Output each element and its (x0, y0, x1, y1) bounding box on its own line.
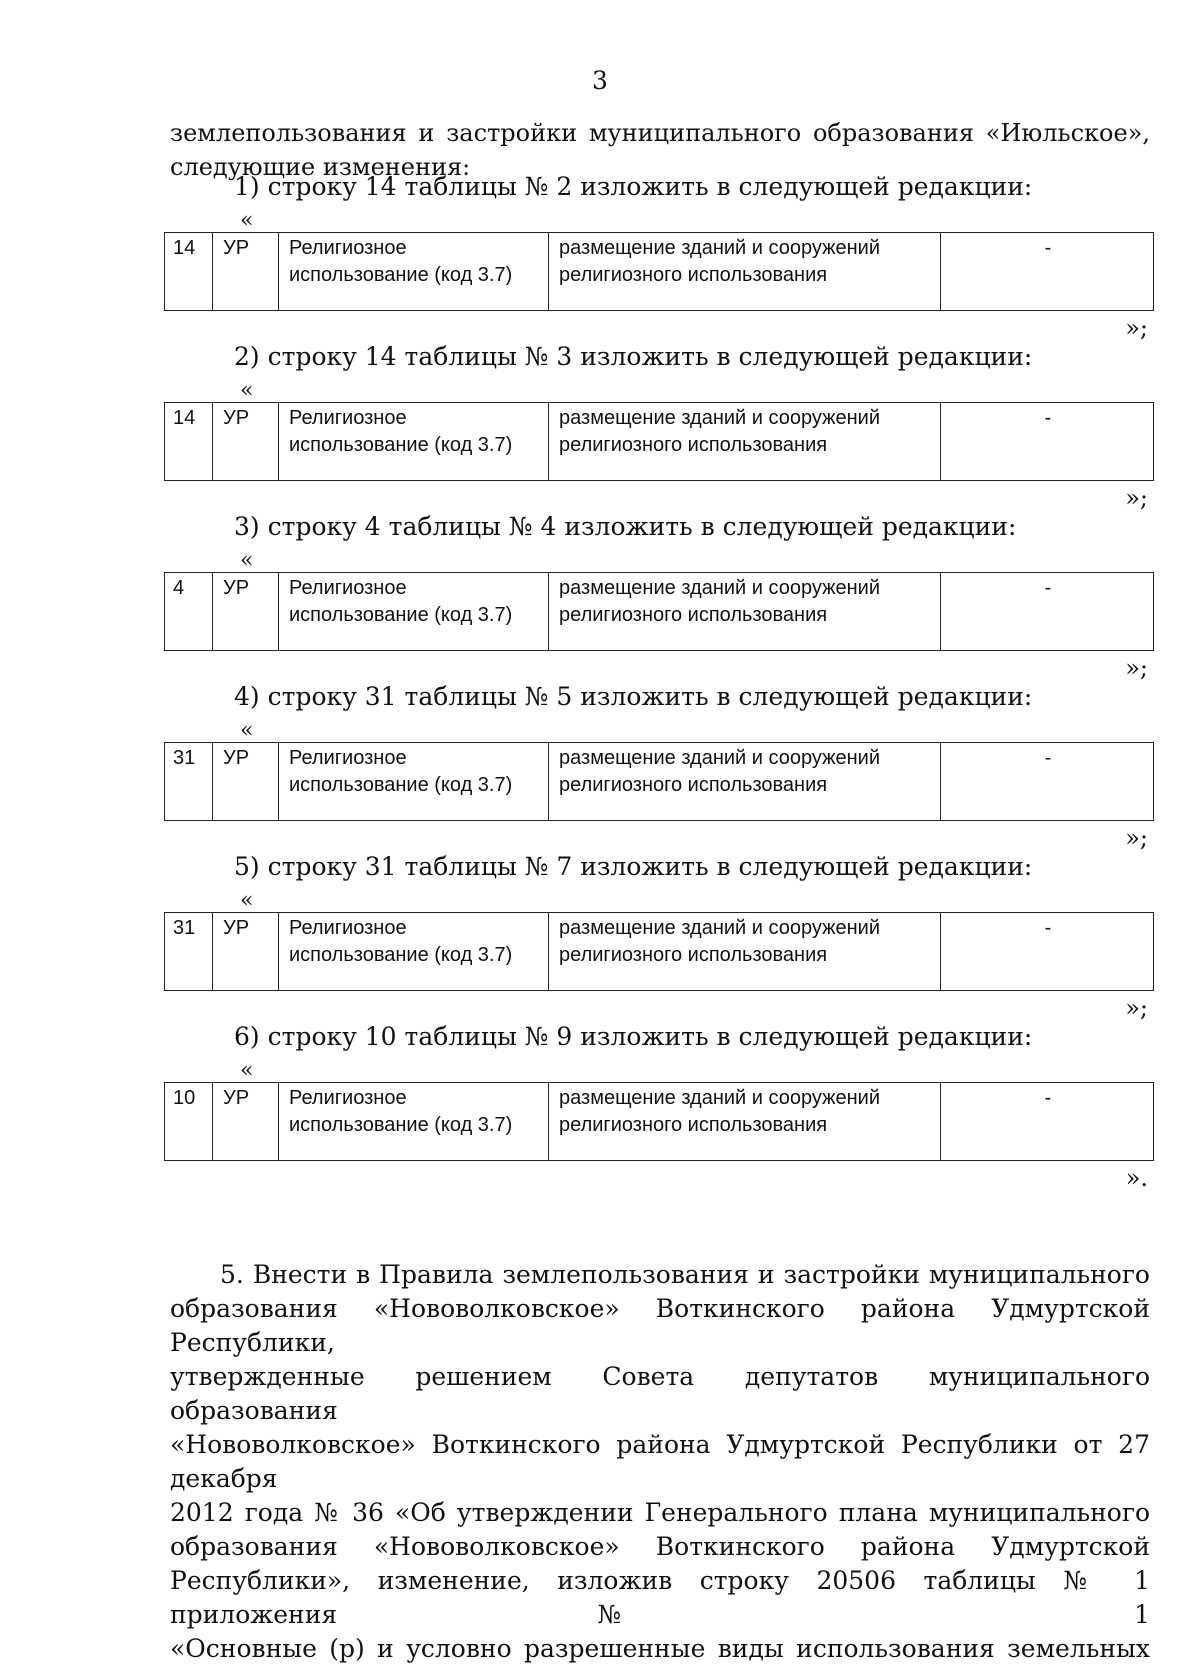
section-5-line: образования «Нововолковское» Воткинского района Удмуртской (170, 1532, 1150, 1561)
item-heading: 3) строку 4 таблицы № 4 изложить в следующей редакции: (234, 512, 1017, 541)
section-5-line: 2012 года № 36 «Об утверждении Генерального плана муниципального (170, 1498, 1150, 1527)
amendment-table (164, 1082, 1154, 1161)
extra-cell: - (941, 573, 1154, 651)
closing-quote: »; (1125, 994, 1148, 1022)
section-5-line: «Нововолковское» Воткинского района Удмуртской Республики от 27 декабря (170, 1430, 1150, 1493)
extra-cell: - (941, 403, 1154, 481)
item-heading: 1) строку 14 таблицы № 2 изложить в следующей редакции: (234, 172, 1033, 201)
zone-code: УР (213, 913, 279, 991)
closing-quote: »; (1125, 824, 1148, 852)
zone-code: УР (213, 573, 279, 651)
zone-code: УР (213, 1083, 279, 1161)
amendment-table (164, 402, 1154, 481)
use-name: Религиозное использование (код 3.7) (279, 573, 549, 651)
use-description: размещение зданий и сооружений религиозного использования (549, 573, 941, 651)
use-description: размещение зданий и сооружений религиозного использования (549, 743, 941, 821)
use-name: Религиозное использование (код 3.7) (279, 1083, 549, 1161)
section-5-line: 5. Внести в Правила землепользования и застройки муниципального (220, 1260, 1150, 1289)
opening-quote: « (240, 208, 254, 233)
item-heading: 4) строку 31 таблицы № 5 изложить в следующей редакции: (234, 682, 1033, 711)
use-name: Религиозное использование (код 3.7) (279, 233, 549, 311)
use-description: размещение зданий и сооружений религиозного использования (549, 913, 941, 991)
zone-code: УР (213, 743, 279, 821)
use-description: размещение зданий и сооружений религиозного использования (549, 1083, 941, 1161)
amendment-table (164, 912, 1154, 991)
section-5-line: утвержденные решением Совета депутатов муниципального образования (170, 1362, 1150, 1425)
closing-quote: »; (1125, 314, 1148, 342)
section-5-paragraph (170, 1258, 1150, 1666)
extra-cell: - (941, 233, 1154, 311)
section-5-line: Республики», изменение, изложив строку 20506 таблицы № 1 приложения № 1 (170, 1566, 1150, 1629)
use-name: Религиозное использование (код 3.7) (279, 743, 549, 821)
page-number: 3 (592, 66, 608, 95)
amendment-table (164, 232, 1154, 311)
use-name: Религиозное использование (код 3.7) (279, 403, 549, 481)
zone-code: УР (213, 233, 279, 311)
use-description: размещение зданий и сооружений религиозного использования (549, 403, 941, 481)
opening-quote: « (240, 1058, 254, 1083)
row-number: 14 (165, 233, 213, 311)
item-heading: 6) строку 10 таблицы № 9 изложить в следующей редакции: (234, 1022, 1033, 1051)
section-5-line: «Основные (р) и условно разрешенные виды использования земельных (170, 1634, 1150, 1663)
extra-cell: - (941, 743, 1154, 821)
item-heading: 2) строку 14 таблицы № 3 изложить в следующей редакции: (234, 342, 1033, 371)
row-number: 14 (165, 403, 213, 481)
section-5-line: образования «Нововолковское» Воткинского района Удмуртской Республики, (170, 1294, 1150, 1357)
intro-line-2: следующие изменения: (170, 153, 471, 181)
opening-quote: « (240, 378, 254, 403)
opening-quote: « (240, 718, 254, 743)
row-number: 31 (165, 913, 213, 991)
row-number: 10 (165, 1083, 213, 1161)
item-heading: 5) строку 31 таблицы № 7 изложить в следующей редакции: (234, 852, 1033, 881)
closing-quote: ». (1125, 1164, 1148, 1192)
closing-quote: »; (1125, 654, 1148, 682)
opening-quote: « (240, 548, 254, 573)
row-number: 31 (165, 743, 213, 821)
opening-quote: « (240, 888, 254, 913)
amendment-table (164, 742, 1154, 821)
intro-line-1: землепользования и застройки муниципального образования «Июльское», (170, 119, 1150, 147)
row-number: 4 (165, 573, 213, 651)
extra-cell: - (941, 913, 1154, 991)
use-name: Религиозное использование (код 3.7) (279, 913, 549, 991)
use-description: размещение зданий и сооружений религиозного использования (549, 233, 941, 311)
extra-cell: - (941, 1083, 1154, 1161)
amendment-table (164, 572, 1154, 651)
closing-quote: »; (1125, 484, 1148, 512)
zone-code: УР (213, 403, 279, 481)
